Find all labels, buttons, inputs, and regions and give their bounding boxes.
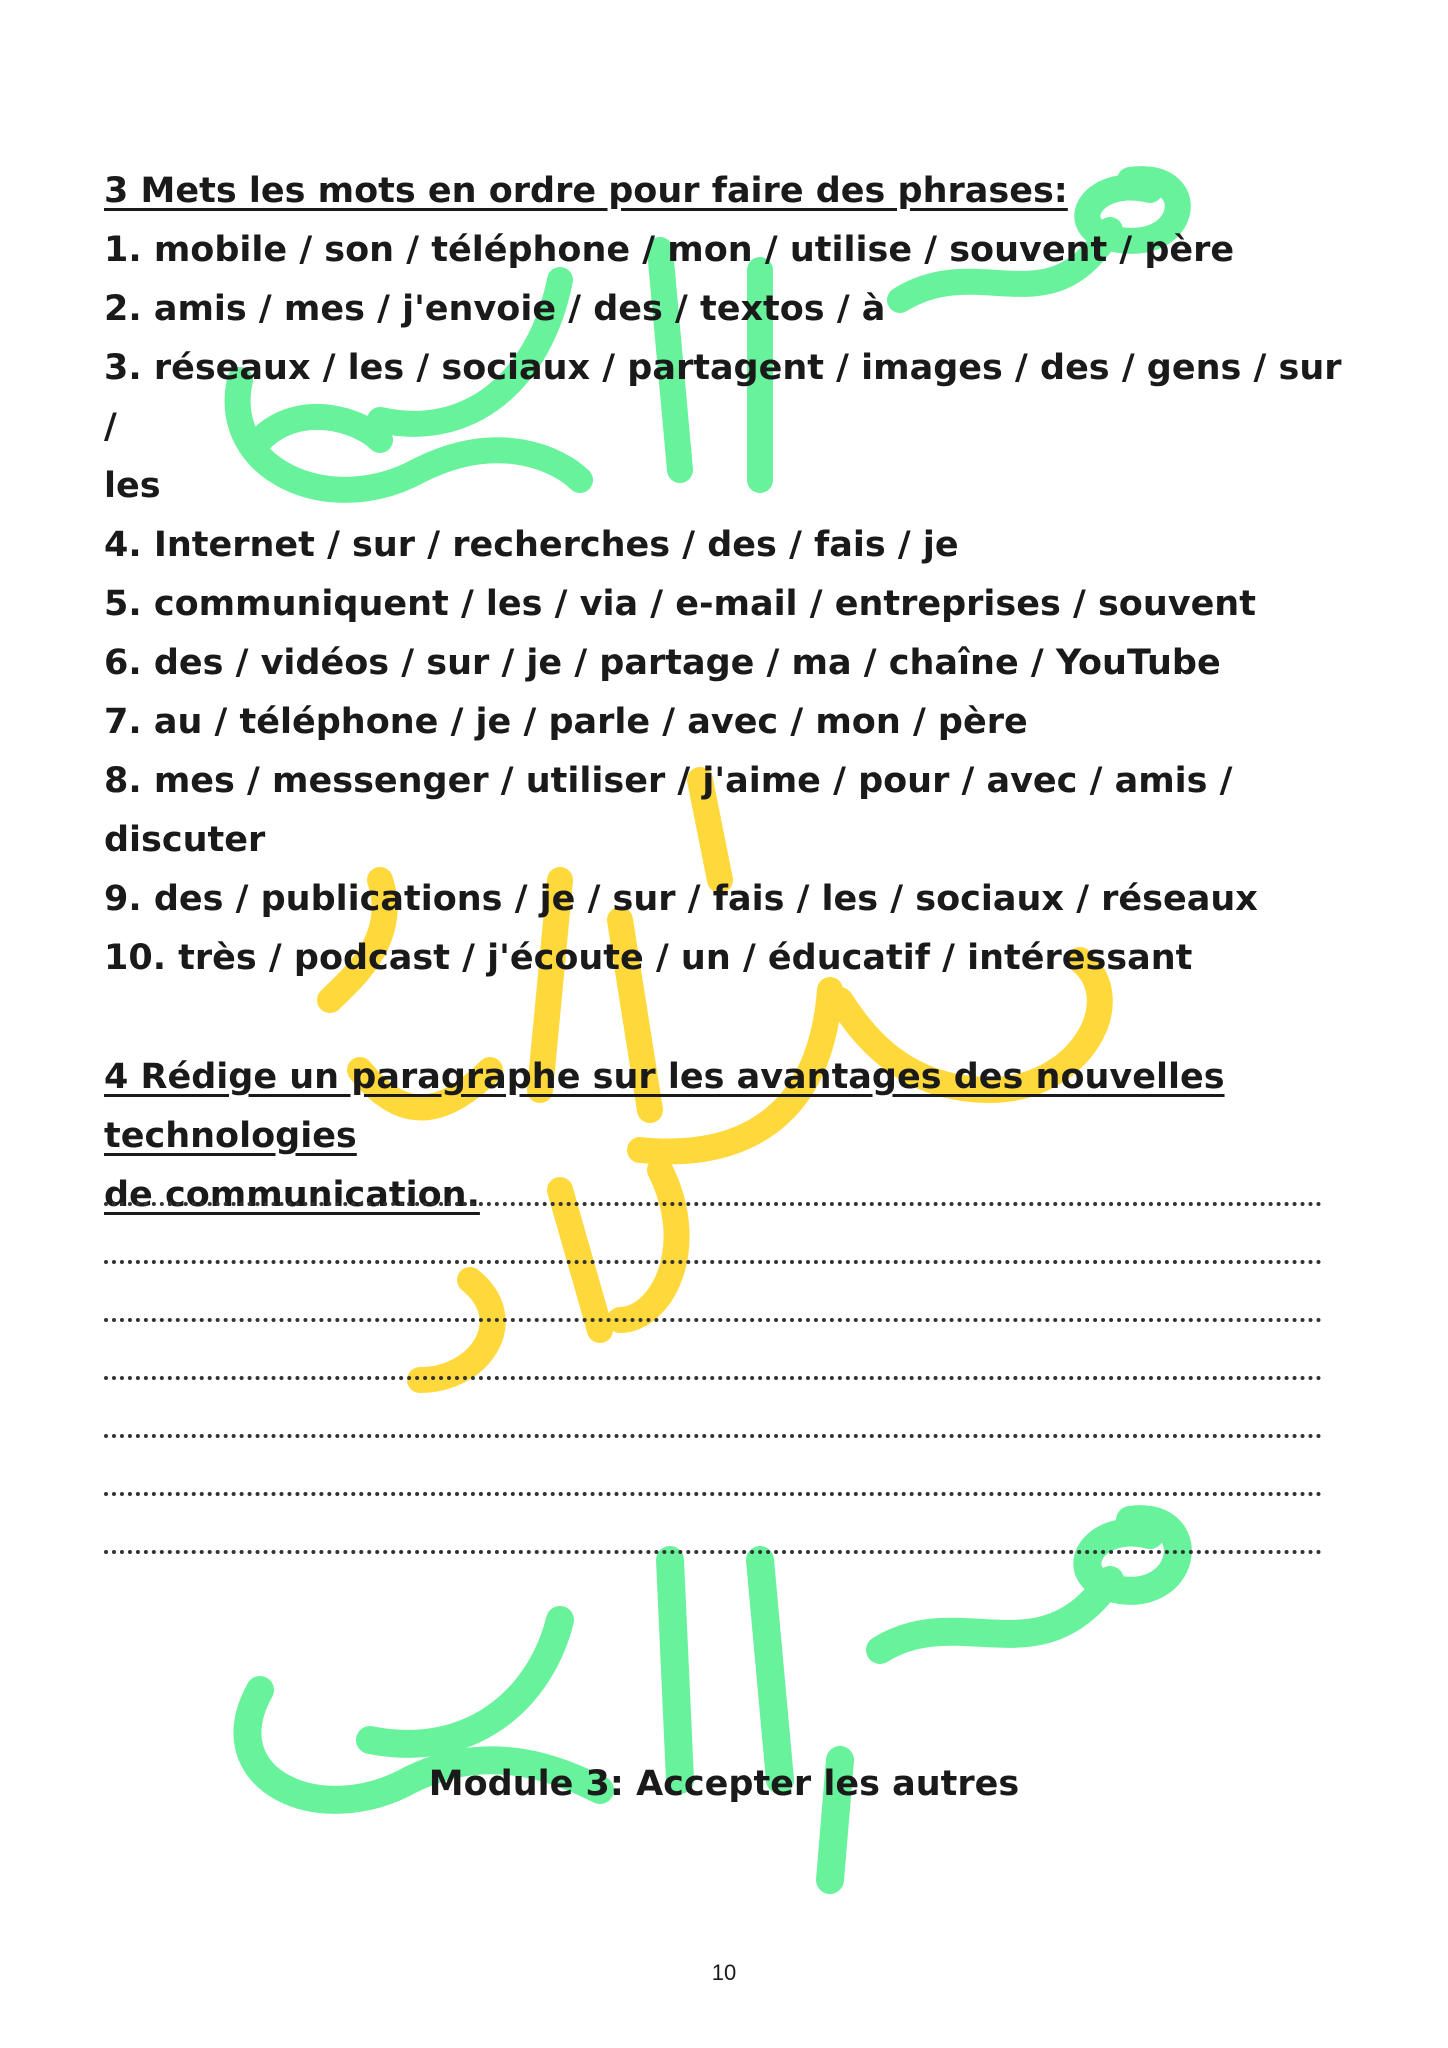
sentence-line: les	[104, 466, 161, 506]
sentence-line: 8. mes / messenger / utiliser / j'aime / pour / avec / amis /	[104, 761, 1233, 801]
writing-line	[104, 1438, 1322, 1496]
sentence-line: 5. communiquent / les / via / e-mail / entreprises / souvent	[104, 584, 1256, 624]
module-title: Module 3: Accepter les autres	[428, 1764, 1020, 1804]
sentence-line: 6. des / vidéos / sur / je / partage / ma / chaîne / YouTube	[104, 643, 1221, 683]
sentence-line: 1. mobile / son / téléphone / mon / utilise / souvent / père	[104, 230, 1235, 270]
writing-area	[104, 1202, 1322, 1554]
watermark-green-bottom	[247, 1519, 1177, 1880]
page-number: 10	[711, 1960, 737, 1985]
writing-line	[104, 1206, 1322, 1264]
sentence-line: discuter	[104, 820, 266, 860]
sentence-line: 4. Internet / sur / recherches / des / fais / je	[104, 525, 959, 565]
exercise-3	[104, 162, 1354, 988]
writing-line	[104, 1322, 1322, 1380]
sentence-line: 3. réseaux / les / sociaux / partagent / images / des / gens / sur /	[104, 348, 1354, 447]
sentence-line: 10. très / podcast / j'écoute / un / éducatif / intéressant	[104, 938, 1193, 978]
exercise-4	[104, 1048, 1354, 1225]
sentence-line: 7. au / téléphone / je / parle / avec / mon / père	[104, 702, 1028, 742]
sentence-line: 9. des / publications / je / sur / fais / les / sociaux / réseaux	[104, 879, 1258, 919]
sentence-line: 2. amis / mes / j'envoie / des / textos / à	[104, 289, 886, 329]
writing-line	[104, 1380, 1322, 1438]
exercise-4-heading-line-1: 4 Rédige un paragraphe sur les avantages des nouvelles technologies	[104, 1057, 1225, 1156]
writing-line	[104, 1264, 1322, 1322]
exercise-3-heading: 3 Mets les mots en ordre pour faire des phrases:	[104, 171, 1068, 211]
writing-line	[104, 1496, 1322, 1554]
exercise-4-heading-line-2: de communication.	[104, 1175, 480, 1215]
